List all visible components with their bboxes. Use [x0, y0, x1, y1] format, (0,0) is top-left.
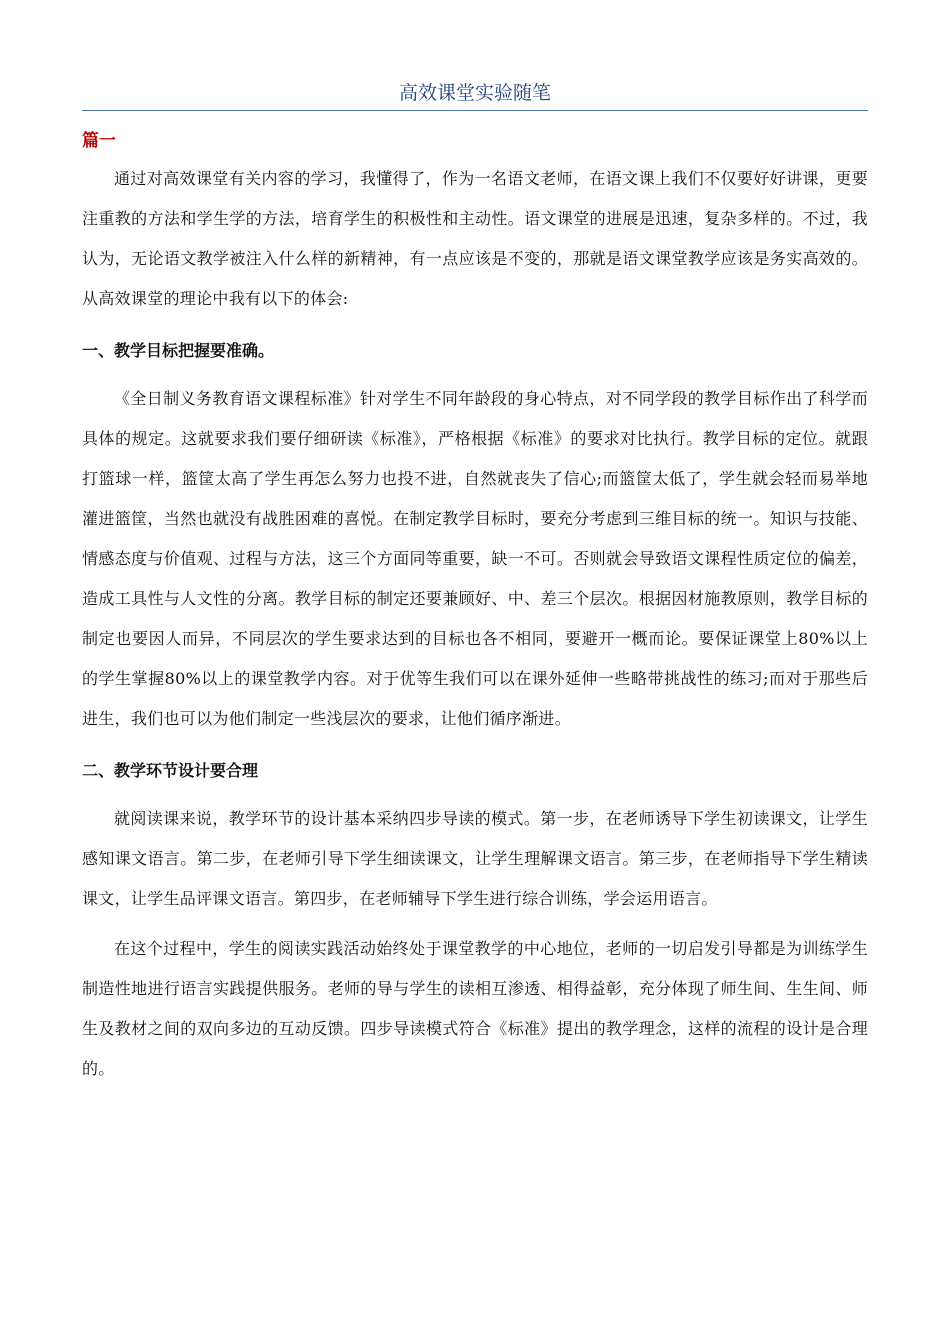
heading-teaching-goals: 一、教学目标把握要准确。 [82, 341, 275, 360]
intro-paragraph: 通过对高效课堂有关内容的学习，我懂得了，作为一名语文老师，在语文课上我们不仅要好好讲课，更要注重教的方法和学生学的方法，培育学生的积极性和主动性。语文课堂的进展是迅速，复杂多样的。不过，我认为，无论语文教学被注入什么样的新精神，有一点应该是不变的，那就是语文课堂教学应该是务实高效的。从高效课堂的理论中我有以下的体会: [82, 169, 868, 308]
paragraph-teaching-goals: 《全日制义务教育语文课程标准》针对学生不同年龄段的身心特点，对不同学段的教学目标作出了科学而具体的规定。这就要求我们要仔细研读《标准》，严格根据《标准》的要求对比执行。教学目标的定位。就跟打篮球一样，篮筐太高了学生再怎么努力也投不进，自然就丧失了信心;而篮筐太低了，学生就会轻而易举地灌进篮筐，当然也就没有战胜困难的喜悦。在制定教学目标时，要充分考虑到三维目标的统一。知识与技能、情感态度与价值观、过程与方法，这三个方面同等重要，缺一不可。否则就会导致语文课程性质定位的偏差，造成工具性与人文性的分离。教学目标的制定还要兼顾好、中、差三个层次。根据因材施教原则，教学目标的制定也要因人而异，不同层次的学生要求达到的目标也各不相同，要避开一概而论。要保证课堂上80%以上的学生掌握80%以上的课堂教学内容。对于优等生我们可以在课外延伸一些略带挑战性的练习;而对于那些后进生，我们也可以为他们制定一些浅层次的要求，让他们循序渐进。 [82, 389, 868, 728]
heading-teaching-steps: 二、教学环节设计要合理 [82, 761, 259, 780]
paragraph-reading-practice: 在这个过程中，学生的阅读实践活动始终处于课堂教学的中心地位，老师的一切启发引导都是为训练学生制造性地进行语言实践提供服务。老师的导与学生的读相互渗透、相得益彰，充分体现了师生间、生生间、师生及教材之间的双向多边的互动反馈。四步导读模式符合《标准》提出的教学理念，这样的流程的设计是合理的。 [82, 939, 868, 1078]
document-page [82, 78, 868, 1089]
section-label: 篇一 [82, 131, 116, 151]
paragraph-four-step-reading: 就阅读课来说，教学环节的设计基本采纳四步导读的模式。第一步，在老师诱导下学生初读课文，让学生感知课文语言。第二步，在老师引导下学生细读课文，让学生理解课文语言。第三步，在老师指导下学生精读课文，让学生品评课文语言。第四步，在老师辅导下学生进行综合训练，学会运用语言。 [82, 809, 868, 908]
document-title: 高效课堂实验随笔 [82, 78, 868, 111]
